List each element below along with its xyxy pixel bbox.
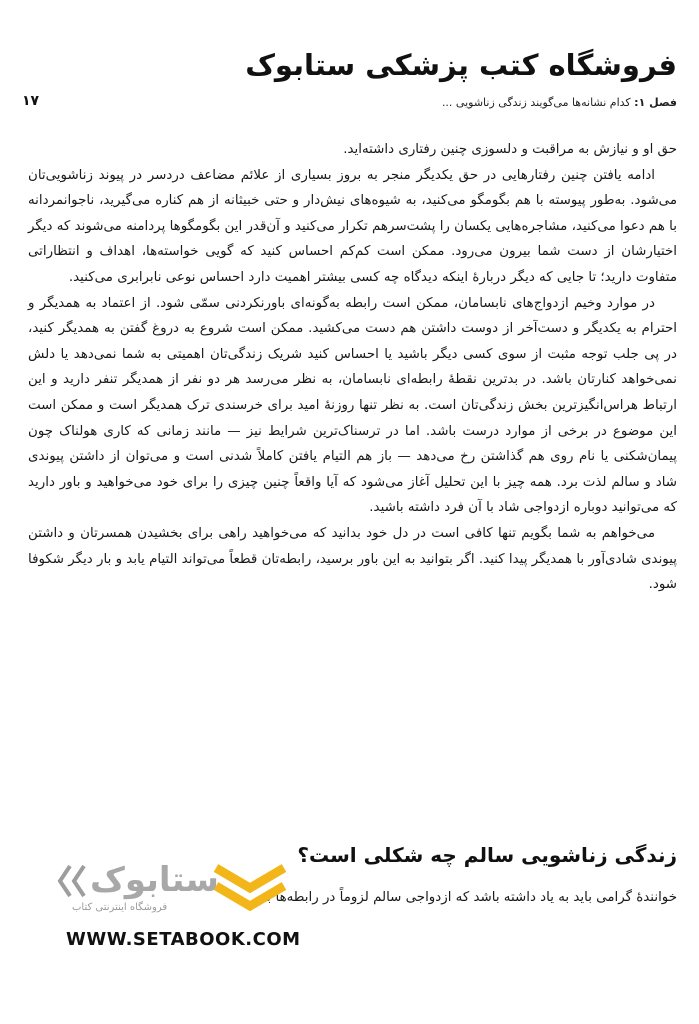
chapter-number: فصل ۱: [634,96,677,109]
chapter-title: کدام نشانه‌ها می‌گویند زندگی زناشویی ... [441,96,631,109]
watermark-brand: ستابوک [90,860,219,900]
body-text [28,137,677,598]
website-url: WWW.SETABOOK.COM [66,929,301,950]
section-heading: زندگی زناشویی سالم چه شکلی است؟ [297,843,677,867]
store-title: فروشگاه کتب پزشکی ستابوک [245,48,677,82]
paragraph-4: می‌خواهم به شما بگویم تنها کافی است در دل خود بدانید که می‌خواهید راهی برای بخشیدن همسرتان و داشتن پیوندی شادی‌آور با همدیگر پیدا کنید. اگر بتوانید به این باور برسید، رابطه‌تان قطعاً می‌تواند التیام یابد و بار دیگر شکوفا شود. [28,525,677,593]
paragraph-1: حق او و نیازش به مراقبت و دلسوزی چنین رفتاری داشته‌اید. [343,142,677,157]
page-number: ۱۷ [22,93,40,109]
paragraph-3: در موارد وخیم ازدواج‌های نابسامان، ممکن است رابطه به‌گونه‌ای باورنکردنی سمّی شود. از اعتماد به همدیگر و احترام به یکدیگر و دست‌آخر از دوست داشتن هم دست می‌کشید. ممکن است شروع به دروغ گفتن به همدیگر کنید، در پی جلب توجه مثبت از سوی کسی دیگر باشید یا احساس کنید شریک زندگی‌تان اهمیتی به شما نمی‌دهد یا دلش نمی‌خواهد کنارتان باشد. در بدترین نقطهٔ رابطه‌ای نابسامان، به نظر می‌رسد هر دو نفر از همدیگر تنفر دارید و این ارتباط هراس‌انگیزترین بخش زندگی‌تان است. به نظر تنها روزنهٔ امید برای خرسندی ترک همدیگر است و ممکن است این موضوع در برخی از موارد درست باشد. اما در ترسناک‌ترین شرایط نیز — مانند زمانی که کاری هولناک چون پیمان‌شکنی یا نام روی هم گذاشتن رخ می‌دهد — باز هم التیام یافتن کاملاً شدنی است و می‌توان از داشتن پیوندی شاد و سالم لذت برد. همه چیز با این تحلیل آغاز می‌شود که آیا واقعاً چنین چیزی را برای خود می‌خواهید و باور دارید که می‌توانید دوباره ازدواجی شاد با آن فرد داشته باشید. [28,295,677,516]
paragraph-2: ادامه یافتن چنین رفتارهایی در حق یکدیگر منجر به بروز بسیاری از علائم مضاعف دردسر در پیوند زناشویی‌تان می‌شود. به‌طور پیوسته با هم بگومگو می‌کنید، به شیوه‌های نیش‌دار و حتی خبیثانه از هم کناره می‌گیرید، ناجوانمردانه با هم دعوا می‌کنید، مشاجره‌هایی یکسان را پشت‌سرهم تکرار می‌کنید و آن‌قدر این بگومگوها پردامنه می‌شوند که دیگر اختیارشان از دست شما بیرون می‌رود. ممکن است کم‌کم احساس کنید که گویی خواسته‌ها، اهداف و انتظاراتی متفاوت دارید؛ تا جایی که دیگر دربارهٔ اینکه دیدگاه چه کسی بیشتر اهمیت دارد احساس نوعی نابرابری می‌کنید. [28,167,677,285]
chapter-label [442,96,677,109]
section-first-line: خوانندهٔ گرامی باید به یاد داشته باشد که ازدواجی سالم لزوماً در رابطه‌ها به [260,890,677,905]
chevrons-icon [56,862,90,900]
running-header [22,93,677,115]
watermark-subtitle: فروشگاه اینترنتی کتاب [72,902,168,913]
setabook-logo-icon [210,862,290,914]
